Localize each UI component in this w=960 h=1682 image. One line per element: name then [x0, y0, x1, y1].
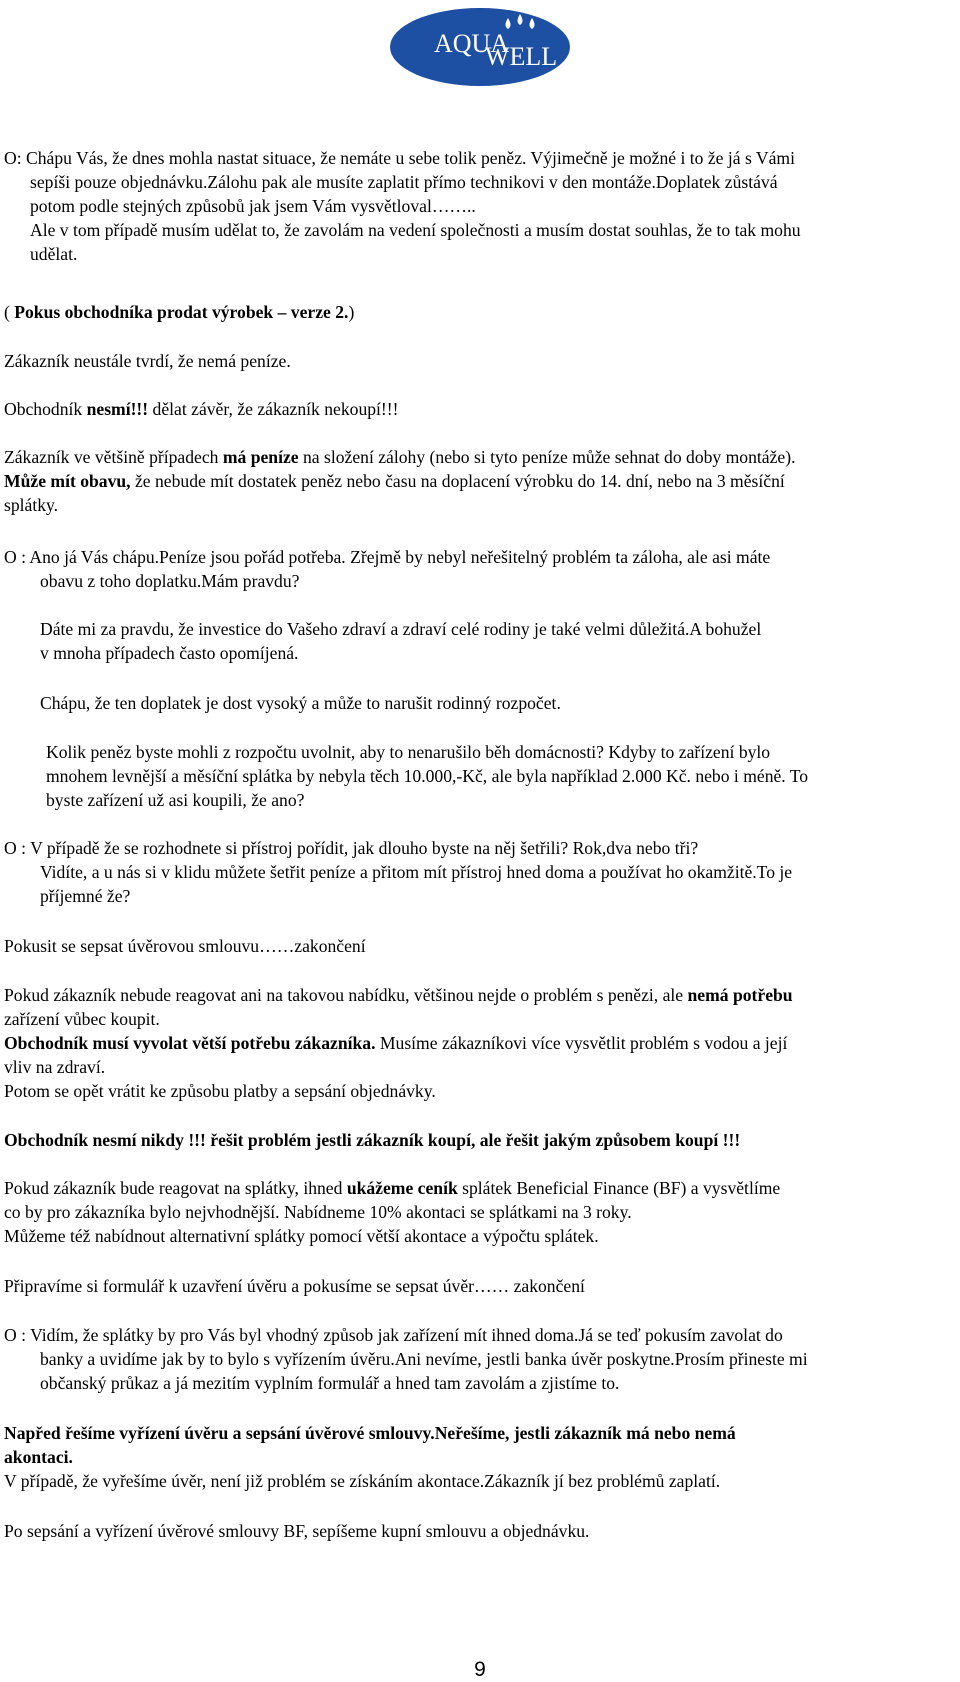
bold-span: Může mít obavu,: [4, 471, 131, 491]
text-span: Zákazník ve většině případech: [4, 447, 223, 467]
text-line: Kolik peněz byste mohli z rozpočtu uvolnit, aby to nenarušilo běh domácnosti? Kdyby to zařízení bylo: [46, 742, 771, 762]
paragraph-contract: [4, 1519, 960, 1543]
text-line: O : Ano já Vás chápu.Peníze jsou pořád potřeba. Zřejmě by nebyl neřešitelný problém ta záloha, ale asi máte: [4, 547, 771, 567]
paragraph-credit-first: [4, 1421, 960, 1493]
text-span: Obchodník: [4, 399, 87, 419]
text-line: O : V případě že se rozhodnete si přístroj pořídit, jak dlouho byste na něj šetřili? Rok,dva nebo tři?: [4, 838, 699, 858]
paragraph-no-need: [4, 983, 960, 1103]
bold-span: nemá potřebu: [687, 985, 793, 1005]
text-line: obavu z toho doplatku.Mám pravdu?: [40, 571, 300, 591]
text-line: Připravíme si formulář k uzavření úvěru a pokusíme se sepsat úvěr…… zakončení: [4, 1276, 585, 1296]
paragraph-budget-question: [4, 740, 960, 812]
logo-text-well: WELL: [485, 42, 558, 71]
text-line: Chápu, že ten doplatek je dost vysoký a může to narušit rodinný rozpočet.: [40, 693, 561, 713]
text-line: vliv na zdraví.: [4, 1057, 106, 1077]
bold-span: má peníze: [222, 447, 299, 467]
text-line: Vidíte, a u nás si v klidu můžete šetřit peníze a přitom mít přístroj hned doma a používat ho okamžitě.To je: [40, 862, 793, 882]
paragraph-prepare-form: [4, 1274, 960, 1298]
bold-span: akontaci.: [4, 1447, 73, 1467]
text-span: splátek Beneficial Finance (BF) a vysvětlíme: [457, 1178, 781, 1198]
paragraph-salesman-rule: [4, 397, 960, 421]
text-line: O : Vidím, že splátky by pro Vás byl vhodný způsob jak zařízení mít ihned doma.Já se teď pokusím zavolat do: [4, 1325, 783, 1345]
text-line: banky a uvidíme jak by to bylo s vyřízením úvěru.Ani nevíme, jestli banka úvěr poskytne.Prosím přineste mi: [40, 1349, 808, 1369]
text-line: udělat.: [30, 244, 78, 264]
paragraph-health-investment: [4, 617, 960, 665]
paragraph-never-rule: [4, 1128, 960, 1152]
paragraph-credit-attempt: [4, 934, 960, 958]
heading-paren-close: ): [348, 302, 355, 322]
text-span: Musíme zákazníkovi více vysvětlit problém s vodou a její: [375, 1033, 788, 1053]
text-span: že nebude mít dostatek peněz nebo času na doplacení výrobku do 14. dní, nebo na 3 měsíční: [130, 471, 785, 491]
heading-paren-open: (: [4, 302, 15, 322]
text-line: občanský průkaz a já mezitím vyplním formulář a hned tam zavolám a zjistíme to.: [40, 1373, 620, 1393]
text-line: Po sepsání a vyřízení úvěrové smlouvy BF, sepíšeme kupní smlouvu a objednávku.: [4, 1521, 590, 1541]
logo-text-aqua: AQUA: [434, 29, 510, 58]
text-line: splátky.: [4, 495, 59, 515]
paragraph-objection-reply: [4, 545, 960, 593]
text-line: co by pro zákazníka bylo nejvhodnější. Nabídneme 10% akontaci se splátkami na 3 roky.: [4, 1202, 632, 1222]
text-line: Potom se opět vrátit ke způsobu platby a sepsání objednávky.: [4, 1081, 436, 1101]
aquawell-logo: [388, 6, 572, 88]
text-line: sepíši pouze objednávku.Zálohu pak ale musíte zaplatit přímo technikovi v den montáže.Doplatek zůstává: [30, 172, 778, 192]
text-line: potom podle stejných způsobů jak jsem Vám vysvětloval……..: [30, 196, 476, 216]
text-span: dělat závěr, že zákazník nekoupí!!!: [148, 399, 399, 419]
text-line: Pokusit se sepsat úvěrovou smlouvu……zakončení: [4, 936, 366, 956]
text-line: zařízení vůbec koupit.: [4, 1009, 160, 1029]
text-span: Pokud zákazník nebude reagovat ani na takovou nabídku, většinou nejde o problém s penězi, ale: [4, 985, 688, 1005]
text-span: Pokud zákazník bude reagovat na splátky, ihned: [4, 1178, 347, 1198]
paragraph-customer-claims: [4, 349, 960, 373]
bold-span: nesmí!!!: [86, 399, 149, 419]
text-line: příjemné že?: [40, 886, 131, 906]
text-span: na složení zálohy (nebo si tyto peníze může sehnat do doby montáže).: [298, 447, 796, 467]
bold-span: Obchodník musí vyvolat větší potřebu zákazníka.: [4, 1033, 376, 1053]
text-line: V případě, že vyřešíme úvěr, není již problém se získáním akontace.Zákazník jí bez problémů zaplatí.: [4, 1471, 721, 1491]
text-line: Dáte mi za pravdu, že investice do Vašeho zdraví a zdraví celé rodiny je také velmi důležitá.A bohužel: [40, 619, 762, 639]
text-line: v mnoha případech často opomíjená.: [40, 643, 299, 663]
paragraph-saving-question: [4, 836, 960, 908]
text-line: byste zařízení už asi koupili, že ano?: [46, 790, 305, 810]
paragraph-budget: [4, 691, 960, 715]
bold-span: ukážeme ceník: [346, 1178, 458, 1198]
paragraph-installments: [4, 1176, 960, 1248]
bold-span: Napřed řešíme vyřízení úvěru a sepsání úvěrové smlouvy.Neřešíme, jestli zákazník má nebo nemá: [4, 1423, 736, 1443]
aquawell-logo-graphic: [388, 6, 572, 88]
paragraph-offer-order-only: [4, 146, 960, 266]
text-line: mnohem levnější a měsíční splátka by nebyla těch 10.000,-Kč, ale byla například 2.000 Kč. nebo i méně. To: [46, 766, 809, 786]
bold-span: Obchodník nesmí nikdy !!! řešit problém jestli zákazník koupí, ale řešit jakým způsobem koupí !!!: [4, 1130, 741, 1150]
section-heading: [4, 300, 960, 324]
paragraph-call-bank: [4, 1323, 960, 1395]
heading-text: Pokus obchodníka prodat výrobek – verze 2.: [14, 302, 349, 322]
paragraph-customer-has-money: [4, 445, 960, 517]
text-line: O: Chápu Vás, že dnes mohla nastat situace, že nemáte u sebe tolik peněz. Výjimečně je možné i to že já s Vámi: [4, 148, 795, 168]
text-line: Můžeme též nabídnout alternativní splátky pomocí větší akontace a výpočtu splátek.: [4, 1226, 599, 1246]
page-number: 9: [474, 1658, 486, 1681]
text-line: Ale v tom případě musím udělat to, že zavolám na vedení společnosti a musím dostat souhlas, že to tak mohu: [30, 220, 801, 240]
text-line: Zákazník neustále tvrdí, že nemá peníze.: [4, 351, 291, 371]
